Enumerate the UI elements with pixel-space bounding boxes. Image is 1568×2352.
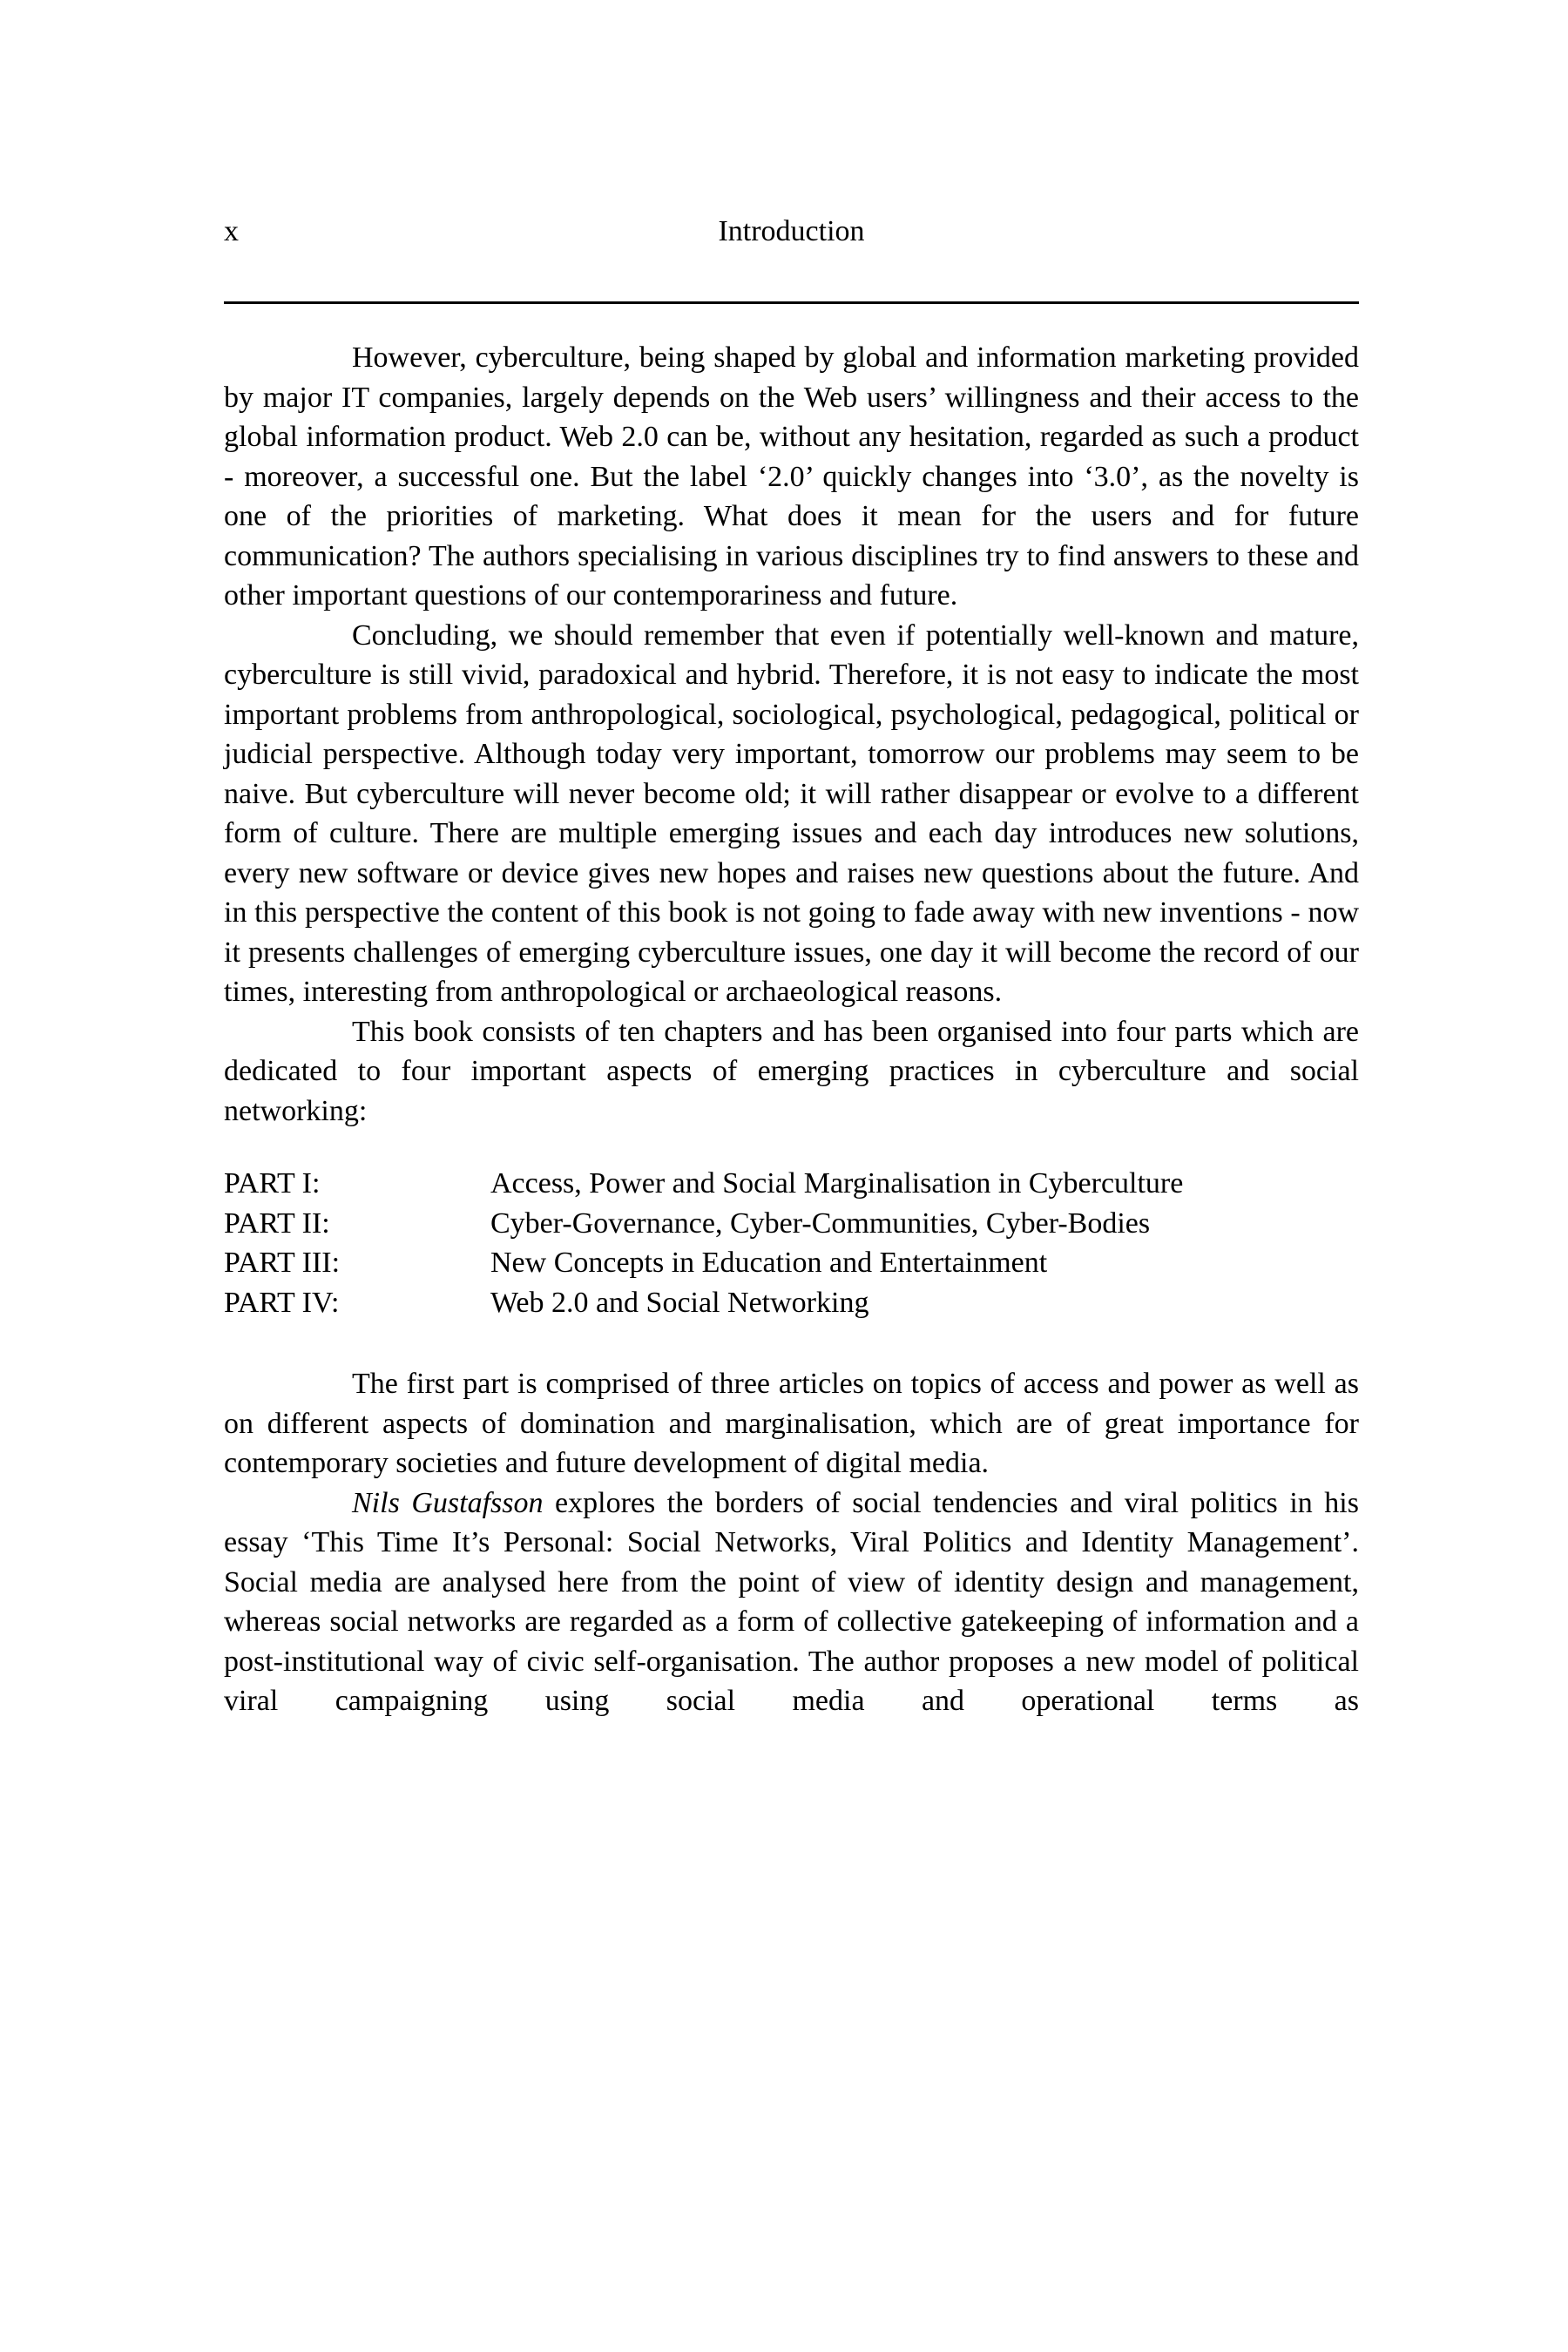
part-label: PART III: [224,1247,341,1279]
running-title: Introduction [718,215,865,247]
paragraph-nils-gustafsson [224,1484,1359,1721]
paragraph-book-structure: This book consists of ten chapters and has been organised into four parts which are dedicated to four important aspects of emerging practices in cyberculture and social networking: [224,1015,1359,1127]
page-header [224,212,1359,252]
part-title: Cyber-Governance, Cyber-Communities, Cyber-Bodies [490,1206,1151,1240]
part-label: PART I: [224,1167,321,1200]
part-label: PART IV: [224,1286,340,1319]
part-title: New Concepts in Education and Entertainment [490,1247,1048,1279]
author-name: Nils Gustafsson [352,1486,544,1519]
paragraph-first-part: The first part is comprised of three articles on topics of access and power as well as on different aspects of domination and marginalisation, which are of great importance for contemporary societies and future development of digital media. [224,1368,1359,1479]
page-number: x [224,215,239,247]
part-row-1 [224,1164,1359,1204]
part-label: PART II: [224,1206,330,1240]
part-row-3 [224,1243,1359,1283]
paragraph-concluding: Concluding, we should remember that even if potentially well-known and mature, cyberculture is still vivid, paradoxical and hybrid. Therefore, it is not easy to indicate the most important problems from anthropological, sociological, psychological, pedagogical, political or judicial perspective. Although today very important, tomorrow our problems may seem to be naive. But cyberculture will never become old; it will rather disappear or evolve to a different form of culture. There are multiple emerging issues and each day introduces new solutions, every new software or device gives new hopes and raises new questions about the future. And in this perspective the content of this book is not going to fade away with new inventions - now it presents challenges of emerging cyberculture issues, one day it will become the record of our times, interesting from anthropological or archaeological reasons. [224,618,1359,1008]
header-rule [224,301,1359,304]
part-row-2 [224,1204,1359,1244]
paragraph-continuation: explores the borders of social tendencies and viral politics in his essay ‘This Time It’s Personal: Social Networks, Viral Politics and Identity Management’. Social media are analysed here from the point of view of identity design and management, whereas social networks are regarded as a form of collective gatekeeping of information and a post-institutional way of civic self-organisation. The author proposes a new model of political viral campaigning using social media and operational terms as [224,1486,1359,1717]
parts-list [224,1164,1359,1322]
paragraph-however-cyberculture: However, cyberculture, being shaped by global and information marketing provided by major IT companies, largely depends on the Web users’ willingness and their access to the global information product. Web 2.0 can be, without any hesitation, regarded as such a product - moreover, a successful one. But the label ‘2.0’ quickly changes into ‘3.0’, as the novelty is one of the priorities of marketing. What does it mean for the users and for future communication? The authors specialising in various disciplines try to find answers to these and other important questions of our contemporariness and future. [224,341,1359,612]
part-title: Web 2.0 and Social Networking [490,1286,869,1319]
part-title: Access, Power and Social Marginalisation in Cyberculture [490,1167,1184,1200]
part-row-4 [224,1283,1359,1323]
body-text [224,338,1359,1721]
